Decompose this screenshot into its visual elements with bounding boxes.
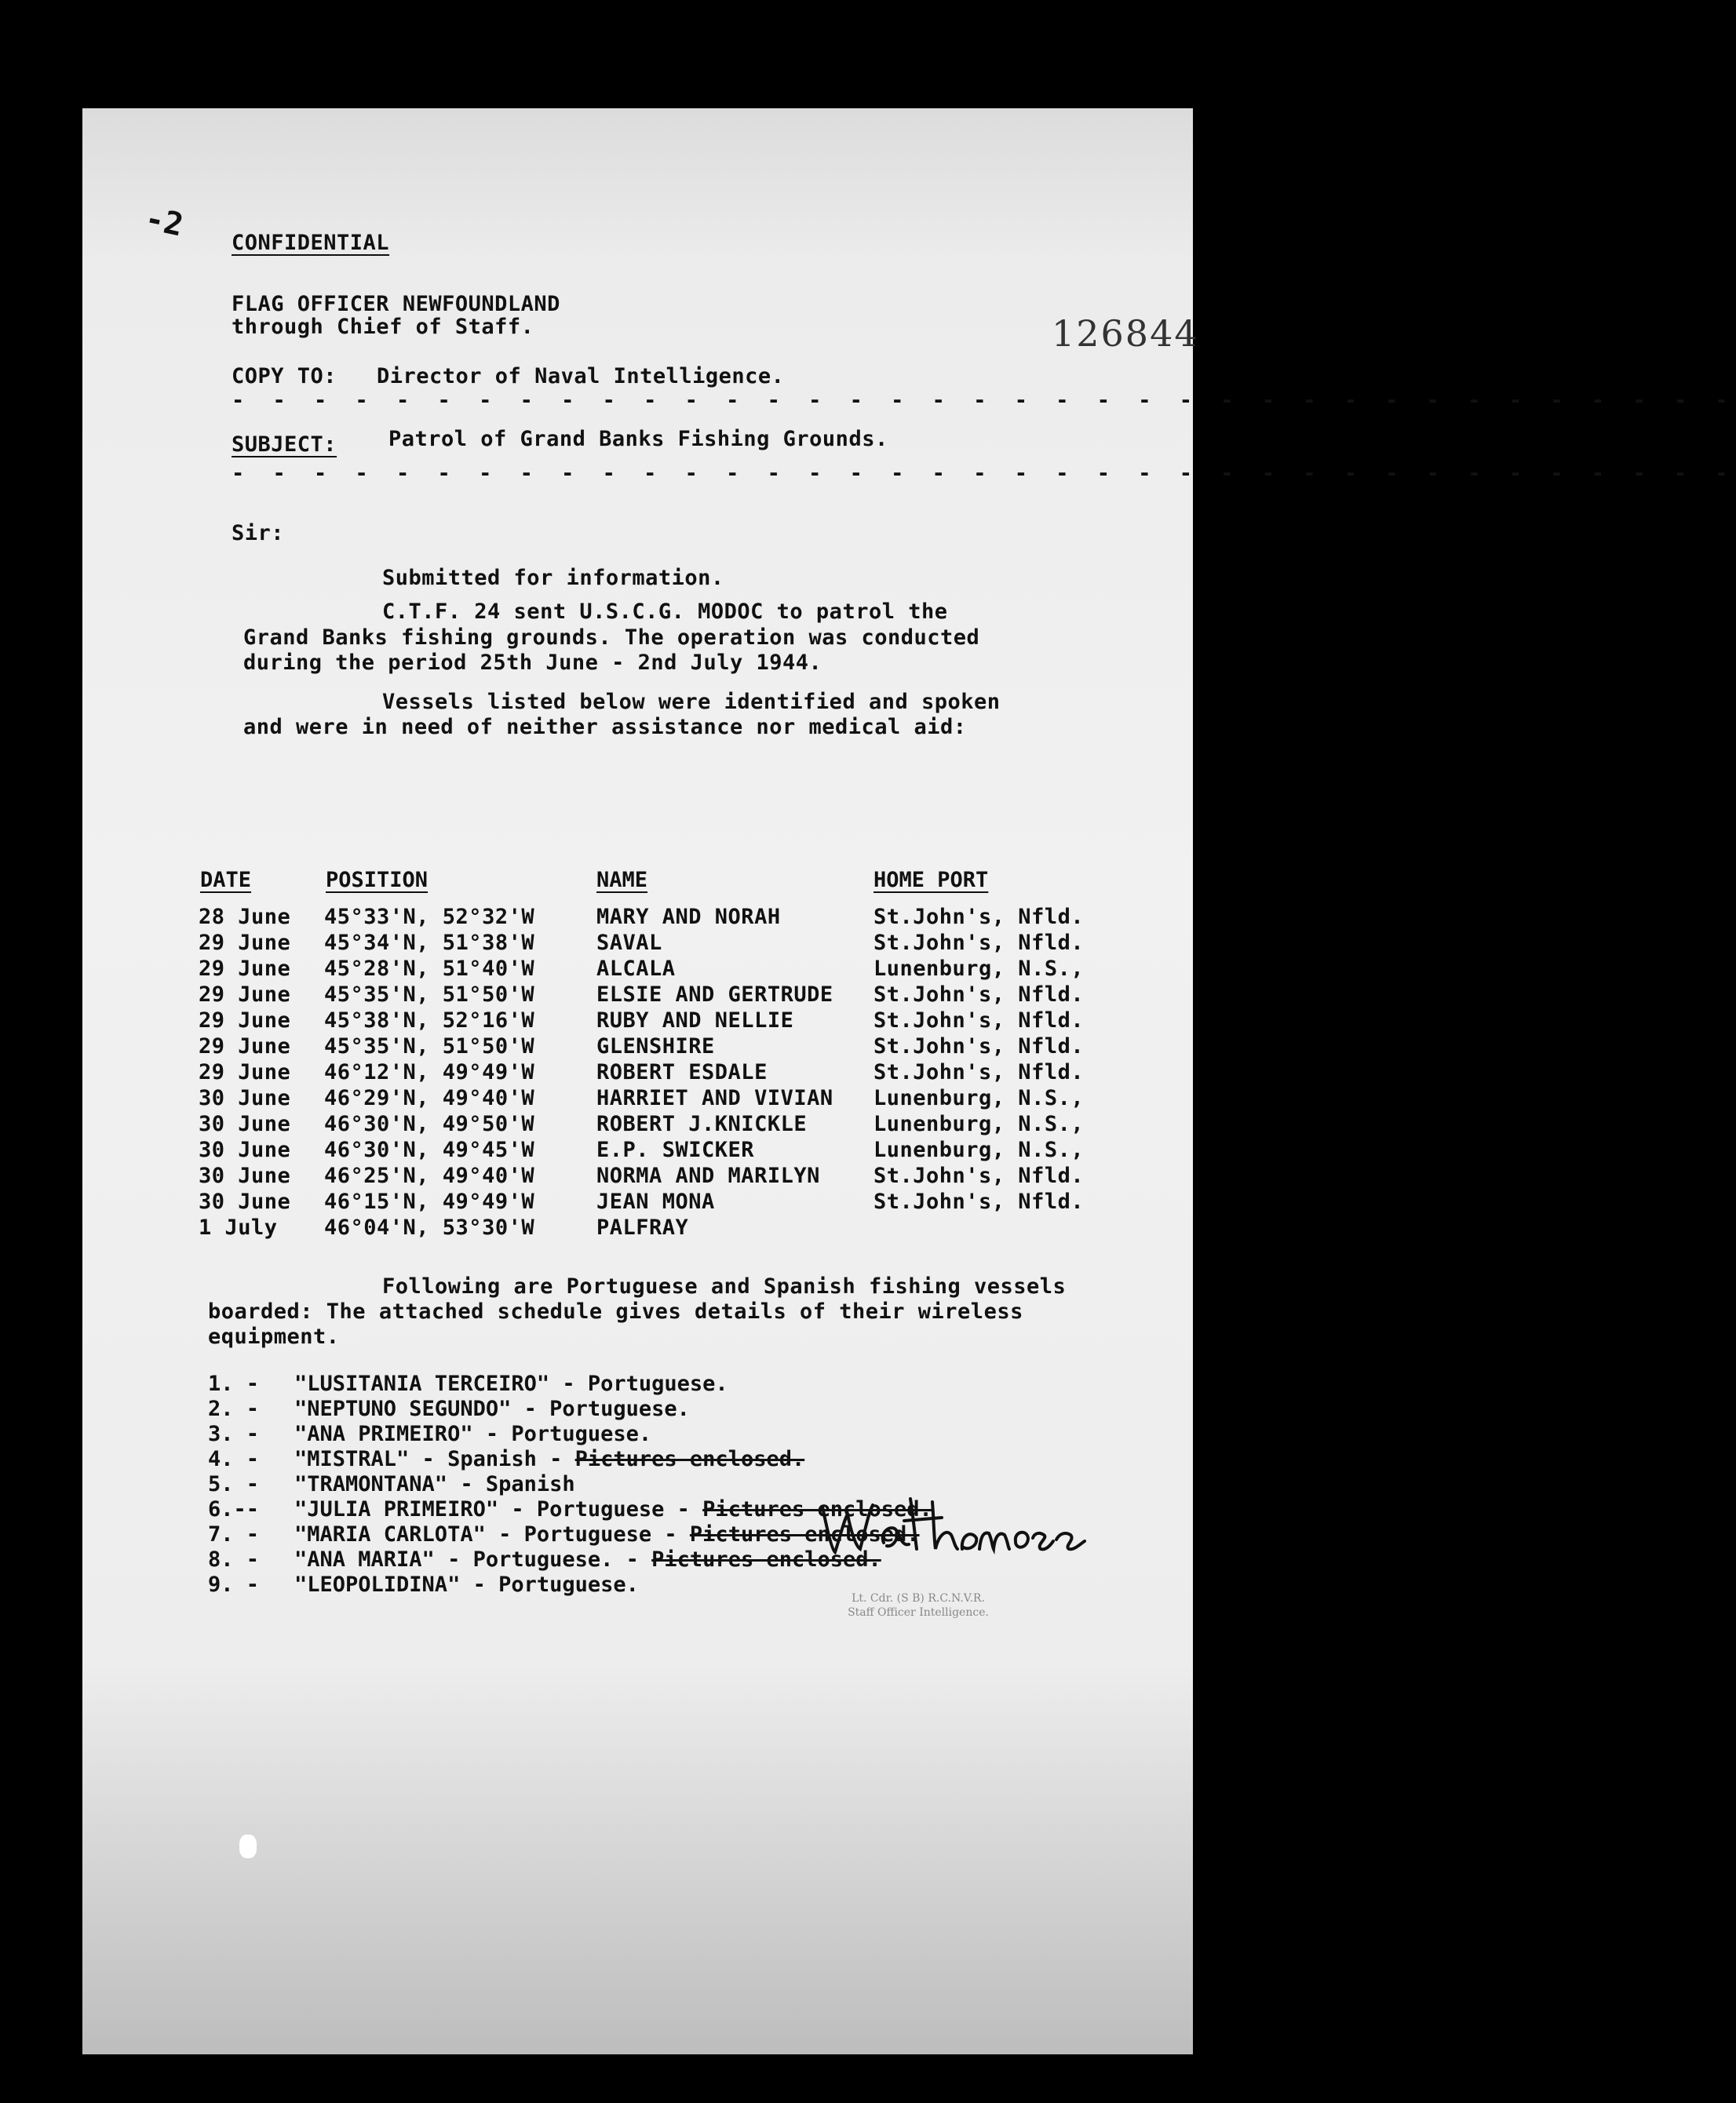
paper-blemish bbox=[239, 1835, 257, 1858]
cell-home-port: St.John's, Nfld. bbox=[873, 982, 1085, 1007]
list-item-number: 9. - bbox=[208, 1573, 260, 1597]
cell-position: 46°04'N, 53°30'W bbox=[324, 1216, 535, 1240]
list-item-struck-text: Pictures enclosed. bbox=[651, 1547, 881, 1572]
list-item-struck-text: Pictures enclosed. bbox=[702, 1497, 932, 1522]
cell-home-port: St.John's, Nfld. bbox=[873, 1034, 1085, 1059]
cell-position: 45°34'N, 51°38'W bbox=[324, 931, 535, 955]
list-item-text: "JULIA PRIMEIRO" - Portuguese - bbox=[294, 1497, 703, 1522]
cell-name: GLENSHIRE bbox=[596, 1034, 715, 1059]
boarded-intro-line-2: boarded: The attached schedule gives details of their wireless bbox=[208, 1299, 1023, 1324]
list-item bbox=[208, 1397, 690, 1423]
table-row bbox=[199, 1138, 1187, 1164]
cell-home-port: St.John's, Nfld. bbox=[873, 931, 1085, 955]
list-item-struck-text: Pictures enclosed. bbox=[689, 1522, 920, 1547]
cell-name: ROBERT J.KNICKLE bbox=[596, 1112, 808, 1136]
cell-name: MARY AND NORAH bbox=[596, 905, 781, 929]
list-item-number: 1. - bbox=[208, 1372, 260, 1396]
copy-to-value: Director of Naval Intelligence. bbox=[377, 364, 785, 388]
reference-number: 126844 bbox=[1052, 312, 1199, 355]
list-item-text: "LUSITANIA TERCEIRO" - Portuguese. bbox=[294, 1372, 728, 1396]
cell-home-port: St.John's, Nfld. bbox=[873, 905, 1085, 929]
cell-name: ALCALA bbox=[596, 957, 676, 981]
list-item-number: 3. - bbox=[208, 1422, 260, 1446]
rank-line-1: Lt. Cdr. (S B) R.C.N.V.R. bbox=[852, 1592, 985, 1605]
list-item-text: "NEPTUNO SEGUNDO" - Portuguese. bbox=[294, 1397, 690, 1421]
paragraph-3-line-1: Vessels listed below were identified and spoken bbox=[382, 690, 1001, 714]
cell-home-port: Lunenburg, N.S., bbox=[873, 1086, 1085, 1110]
cell-date: 29 June bbox=[199, 957, 291, 981]
cell-position: 46°15'N, 49°49'W bbox=[324, 1190, 535, 1214]
table-row bbox=[199, 1216, 1187, 1241]
cell-home-port: Lunenburg, N.S., bbox=[873, 1138, 1085, 1162]
salutation: Sir: bbox=[232, 521, 285, 545]
table-row bbox=[199, 1112, 1187, 1138]
table-row bbox=[199, 1086, 1187, 1112]
cell-date: 29 June bbox=[199, 1034, 291, 1059]
subject-value: Patrol of Grand Banks Fishing Grounds. bbox=[388, 427, 888, 451]
list-item-struck-text: Pictures enclosed. bbox=[574, 1447, 805, 1471]
list-item-number: 6.-- bbox=[208, 1497, 260, 1522]
cell-name: HARRIET AND VIVIAN bbox=[596, 1086, 833, 1110]
table-row bbox=[199, 905, 1187, 931]
list-item bbox=[208, 1372, 728, 1398]
handwritten-signature bbox=[816, 1483, 1114, 1569]
cell-position: 45°33'N, 52°32'W bbox=[324, 905, 535, 929]
signatory-rank bbox=[804, 1591, 1032, 1620]
cell-home-port: Lunenburg, N.S., bbox=[873, 1112, 1085, 1136]
classification-label: CONFIDENTIAL bbox=[232, 231, 390, 255]
cell-name: SAVAL bbox=[596, 931, 662, 955]
table-row bbox=[199, 931, 1187, 957]
copy-to-label: COPY TO: bbox=[232, 364, 337, 388]
list-item-text: "ANA MARIA" - Portuguese. - bbox=[294, 1547, 652, 1572]
cell-home-port: St.John's, Nfld. bbox=[873, 1060, 1085, 1084]
cell-position: 45°28'N, 51°40'W bbox=[324, 957, 535, 981]
cell-name: ROBERT ESDALE bbox=[596, 1060, 768, 1084]
table-row bbox=[199, 1060, 1187, 1086]
cell-home-port: St.John's, Nfld. bbox=[873, 1164, 1085, 1188]
table-row bbox=[199, 982, 1187, 1008]
cell-date: 30 June bbox=[199, 1164, 291, 1188]
cell-date: 30 June bbox=[199, 1138, 291, 1162]
dash-separator-top: - - - - - - - - - - - - - - - - - - - - - - - - - - - - - - - - - - - - - bbox=[232, 388, 1736, 413]
cell-position: 46°30'N, 49°45'W bbox=[324, 1138, 535, 1162]
dash-separator-bottom: - - - - - - - - - - - - - - - - - - - - - - - - - - - - - - - - - - - - - bbox=[232, 461, 1736, 486]
list-item-number: 5. - bbox=[208, 1472, 260, 1496]
cell-name: RUBY AND NELLIE bbox=[596, 1008, 794, 1033]
addressee-line-2: through Chief of Staff. bbox=[232, 315, 534, 339]
column-header-home-port: HOME PORT bbox=[873, 868, 989, 892]
list-item bbox=[208, 1573, 639, 1599]
cell-home-port: Lunenburg, N.S., bbox=[873, 957, 1085, 981]
list-item-number: 7. - bbox=[208, 1522, 260, 1547]
cell-name: NORMA AND MARILYN bbox=[596, 1164, 820, 1188]
boarded-intro-line-3: equipment. bbox=[208, 1325, 340, 1349]
addressee-line-1: FLAG OFFICER NEWFOUNDLAND bbox=[232, 292, 560, 316]
cell-position: 46°25'N, 49°40'W bbox=[324, 1164, 535, 1188]
cell-date: 28 June bbox=[199, 905, 291, 929]
document-sheet bbox=[82, 108, 1736, 2054]
paragraph-1: Submitted for information. bbox=[382, 566, 724, 590]
list-item-number: 8. - bbox=[208, 1547, 260, 1572]
table-row bbox=[199, 957, 1187, 982]
boarded-intro-line-1: Following are Portuguese and Spanish fishing vessels bbox=[382, 1274, 1067, 1299]
cell-home-port: St.John's, Nfld. bbox=[873, 1008, 1085, 1033]
cell-date: 29 June bbox=[199, 982, 291, 1007]
cell-name: ELSIE AND GERTRUDE bbox=[596, 982, 833, 1007]
table-row bbox=[199, 1034, 1187, 1060]
table-row bbox=[199, 1164, 1187, 1190]
cell-home-port: St.John's, Nfld. bbox=[873, 1190, 1085, 1214]
cell-name: JEAN MONA bbox=[596, 1190, 715, 1214]
cell-position: 45°35'N, 51°50'W bbox=[324, 1034, 535, 1059]
cell-date: 29 June bbox=[199, 1008, 291, 1033]
cell-name: E.P. SWICKER bbox=[596, 1138, 755, 1162]
list-item-text: "MISTRAL" - Spanish - bbox=[294, 1447, 575, 1471]
cell-date: 30 June bbox=[199, 1190, 291, 1214]
cell-date: 30 June bbox=[199, 1112, 291, 1136]
cell-date: 29 June bbox=[199, 1060, 291, 1084]
cell-position: 45°38'N, 52°16'W bbox=[324, 1008, 535, 1033]
list-item bbox=[208, 1522, 920, 1549]
column-header-name: NAME bbox=[596, 868, 648, 892]
list-item-number: 2. - bbox=[208, 1397, 260, 1421]
list-item-text: "TRAMONTANA" - Spanish bbox=[294, 1472, 575, 1496]
list-item bbox=[208, 1447, 804, 1474]
table-row bbox=[199, 1190, 1187, 1216]
signature-block bbox=[816, 1483, 1114, 1573]
cell-date: 30 June bbox=[199, 1086, 291, 1110]
cell-position: 46°29'N, 49°40'W bbox=[324, 1086, 535, 1110]
cell-position: 46°12'N, 49°49'W bbox=[324, 1060, 535, 1084]
cell-position: 46°30'N, 49°50'W bbox=[324, 1112, 535, 1136]
cell-date: 29 June bbox=[199, 931, 291, 955]
cell-name: PALFRAY bbox=[596, 1216, 689, 1240]
corner-mark: -2 bbox=[141, 200, 187, 244]
paragraph-2-line-2: Grand Banks fishing grounds. The operation was conducted bbox=[243, 625, 980, 650]
paragraph-3-line-2: and were in need of neither assistance nor medical aid: bbox=[243, 715, 967, 739]
column-header-position: POSITION bbox=[326, 868, 429, 892]
list-item bbox=[208, 1547, 881, 1574]
list-item-text: "MARIA CARLOTA" - Portuguese - bbox=[294, 1522, 690, 1547]
cell-date: 1 July bbox=[199, 1216, 278, 1240]
subject-label: SUBJECT: bbox=[232, 432, 337, 457]
rank-line-2: Staff Officer Intelligence. bbox=[848, 1606, 989, 1619]
column-header-date: DATE bbox=[200, 868, 252, 892]
list-item bbox=[208, 1472, 575, 1499]
paragraph-2-line-1: C.T.F. 24 sent U.S.C.G. MODOC to patrol the bbox=[382, 600, 948, 624]
list-item-number: 4. - bbox=[208, 1447, 260, 1471]
cell-position: 45°35'N, 51°50'W bbox=[324, 982, 535, 1007]
list-item-text: "ANA PRIMEIRO" - Portuguese. bbox=[294, 1422, 652, 1446]
list-item-text: "LEOPOLIDINA" - Portuguese. bbox=[294, 1573, 639, 1597]
paragraph-2-line-3: during the period 25th June - 2nd July 1944. bbox=[243, 651, 822, 675]
list-item bbox=[208, 1422, 651, 1449]
table-row bbox=[199, 1008, 1187, 1034]
